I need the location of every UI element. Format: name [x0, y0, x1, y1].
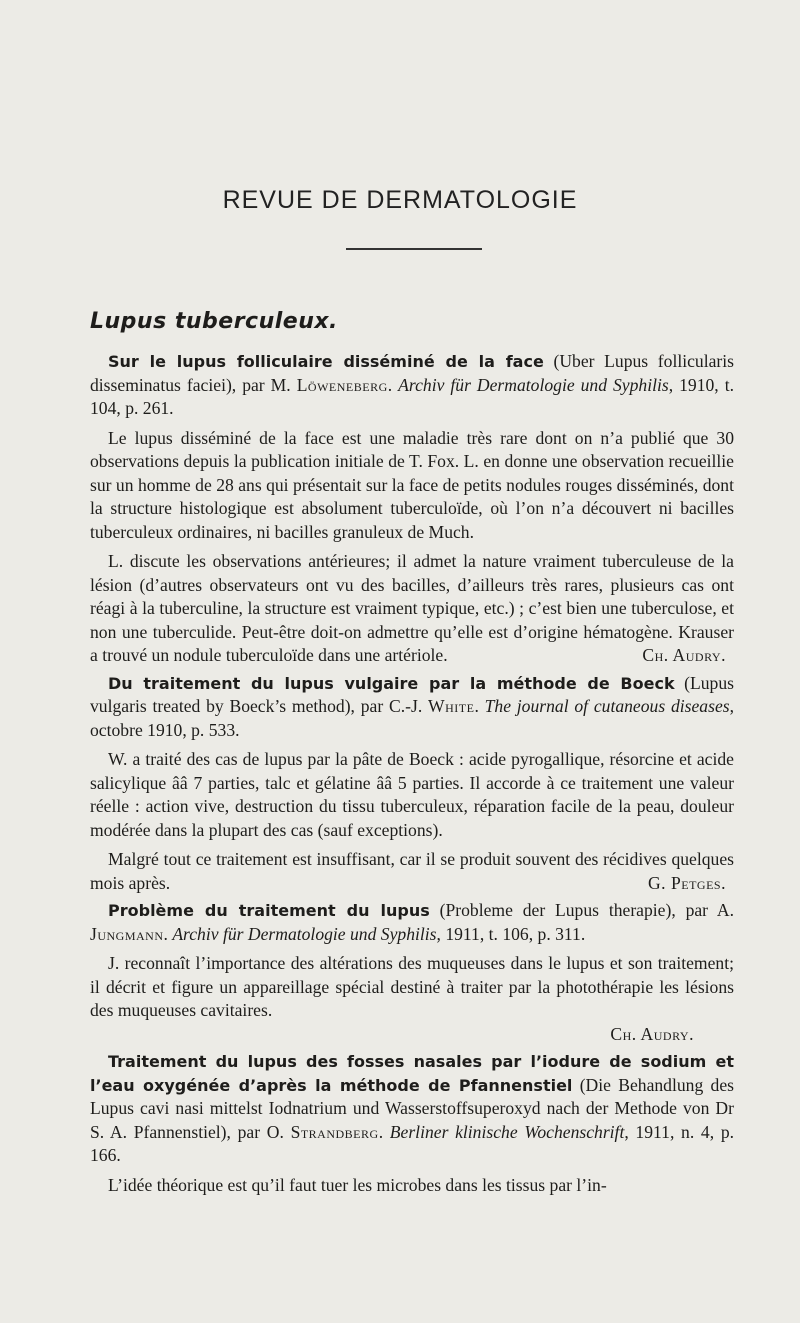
- author-name: Löweneberg: [296, 374, 388, 395]
- journal-name: Archiv für Dermatologie und Syphilis: [398, 374, 669, 395]
- reference-separator: .: [163, 923, 173, 944]
- page-header: REVUE DE DERMATOLOGIE: [222, 186, 578, 214]
- paragraph-text: L. discute les observations antérieures; il admet la nature vraiment tuberculeuse de la lésion (d’autres observateurs ont vu des bacilles, d’ailleurs très rares, plusieurs cas ont réagi à la tuberculine, la structure est vraiment typique, etc.) ; c’est bien une tuberculose, et non une tuberculide. Peut-être doit-on admettre qu’elle est d’origine hématogène. Krauser a trouvé un nodule tuberculoïde dans une artériole.: [90, 551, 734, 665]
- paragraph: Le lupus disséminé de la face est une maladie très rare dont on n’a publié que 30 observations depuis la publication initiale de T. Fox. L. en donne une observation recueillie sur un homme de 28 ans qui présentait sur la face de petits nodules rouges disséminés, dont la structure histologique est absolument tuberculoïde, où l’on n’a découvert ni bacilles tuberculeux ordinaires, ni bacilles granuleux de Much.: [90, 427, 734, 542]
- signature: G. Petges.: [647, 872, 726, 893]
- reference-separator: .: [474, 696, 485, 716]
- reference-text: (Lupus vulgaris treated by Boeck’s method), par C.-J.: [90, 672, 734, 716]
- article-title: Traitement du lupus des fosses nasales par l’iodure de sodium et l’eau oxygénée d’après la méthode de Pfannenstiel: [90, 1052, 734, 1095]
- article-title: Problème du traitement du lupus: [108, 901, 430, 920]
- article-reference: [90, 1050, 734, 1168]
- article-2: [90, 672, 734, 896]
- article-1: [90, 350, 734, 668]
- article-4: [90, 1050, 734, 1197]
- article-reference: [90, 672, 734, 743]
- reference-details: , 1911, t. 106, p. 311.: [436, 923, 586, 944]
- article-title: Du traitement du lupus vulgaire par la méthode de Boeck: [108, 673, 675, 693]
- reference-text: (Die Behandlung des Lupus cavi nasi mittelst Iodnatrium und Wasserstoffsuperoxyd nach der Methode von Dr S. A. Pfannenstiel), par O.: [90, 1074, 734, 1142]
- header-rule: [346, 248, 482, 250]
- journal-name: Archiv für Dermatologie und Syphilis: [172, 923, 437, 944]
- article-reference: [90, 899, 734, 946]
- paragraph-text: Malgré tout ce traitement est insuffisant, car il se produit souvent des récidives quelques mois après.: [90, 849, 734, 893]
- paragraph: L’idée théorique est qu’il faut tuer les microbes dans les tissus par l’in-: [108, 1174, 607, 1195]
- reference-separator: .: [378, 1121, 390, 1142]
- article-title: Sur le lupus folliculaire disséminé de la face: [108, 352, 544, 371]
- reference-details: , 1910, t. 104, p. 261.: [90, 374, 734, 418]
- section-title: Lupus tuberculeux.: [90, 309, 338, 334]
- reference-details: , octobre 1910, p. 533.: [90, 696, 735, 740]
- journal-name: The journal of cutaneous diseases: [484, 696, 730, 716]
- article-3: [90, 899, 734, 1046]
- reference-text: (Probleme der Lupus therapie), par A.: [439, 900, 734, 920]
- paragraph: [90, 848, 734, 895]
- reference-text: (Uber Lupus follicularis disseminatus faciei), par M.: [90, 351, 735, 395]
- paragraph: [90, 550, 734, 668]
- article-column: [90, 308, 734, 1197]
- reference-separator: .: [387, 374, 399, 395]
- article-reference: [90, 350, 734, 421]
- reference-details: , 1911, n. 4, p. 166.: [90, 1121, 735, 1165]
- author-name: Jungmann: [90, 923, 164, 944]
- signature: Ch. Audry.: [642, 645, 726, 665]
- paragraph: J. reconnaît l’importance des altérations des muqueuses dans le lupus et son traitement; il décrit et figure un appareillage spécial destiné à traiter par la photothérapie les lésions des muqueuses cavitaires.: [90, 953, 734, 1020]
- journal-name: Berliner klinische Wochenschrift: [389, 1121, 625, 1142]
- author-name: White: [428, 696, 475, 716]
- author-name: Strandberg: [290, 1121, 379, 1142]
- paragraph: W. a traité des cas de lupus par la pâte de Boeck : acide pyrogallique, résorcine et acide salicylique ââ 7 parties, talc et gélatine ââ 5 parties. Il accorde à ce traitement une valeur réelle : action vive, destruction du tissu tuberculeux, réparation facile de la peau, douleur modérée dans la plupart des cas (sauf exceptions).: [90, 749, 734, 840]
- signature: Ch. Audry.: [610, 1023, 694, 1044]
